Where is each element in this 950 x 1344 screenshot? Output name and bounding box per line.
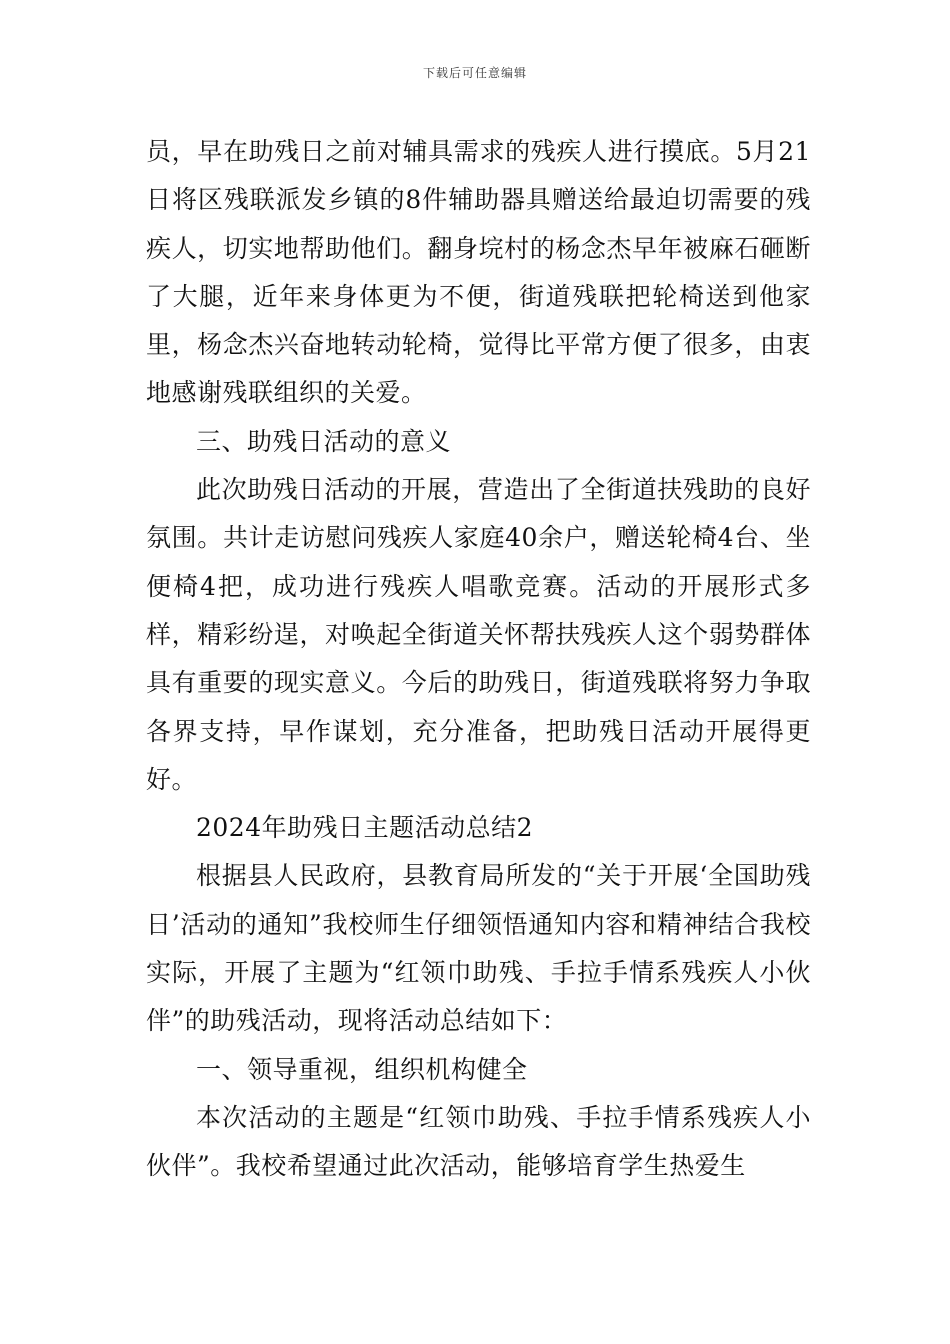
paragraph-significance: 此次助残日活动的开展，营造出了全街道扶残助的良好氛围。共计走访慰问残疾人家庭40余户，赠送轮椅4台、坐便椅4把，成功进行残疾人唱歌竞赛。活动的开展形式多样，精彩纷逞，对唤起全街道关怀帮扶残疾人这个弱势群体具有重要的现实意义。今后的助残日，街道残联将努力争取各界支持，早作谋划，充分准备，把助残日活动开展得更好。 (146, 475, 811, 794)
section-heading-leadership: 一、领导重视，组织机构健全 (196, 1054, 528, 1084)
section-heading-significance: 三、助残日活动的意义 (196, 426, 452, 456)
document-body (146, 128, 811, 1191)
paragraph-continued: 员，早在助残日之前对辅具需求的残疾人进行摸底。5月21日将区残联派发乡镇的8件辅助器具赠送给最迫切需要的残疾人，切实地帮助他们。翻身垸村的杨念杰早年被麻石砸断了大腿，近年来身体更为不便，街道残联把轮椅送到他家里，杨念杰兴奋地转动轮椅，觉得比平常方便了很多，由衷地感谢残联组织的关爱。 (146, 137, 811, 408)
page-header: 下载后可任意编辑 (422, 66, 527, 80)
paragraph-theme: 本次活动的主题是“红领巾助残、手拉手情系残疾人小伙伴”。我校希望通过此次活动，能够培育学生热爱生 (146, 1102, 811, 1181)
document-title-2: 2024年助残日主题活动总结2 (196, 813, 534, 843)
paragraph-intro: 根据县人民政府，县教育局所发的“关于开展‘全国助残日’活动的通知”我校师生仔细领悟通知内容和精神结合我校实际，开展了主题为“红领巾助残、手拉手情系残疾人小伙伴”的助残活动，现将活动总结如下： (146, 861, 811, 1036)
